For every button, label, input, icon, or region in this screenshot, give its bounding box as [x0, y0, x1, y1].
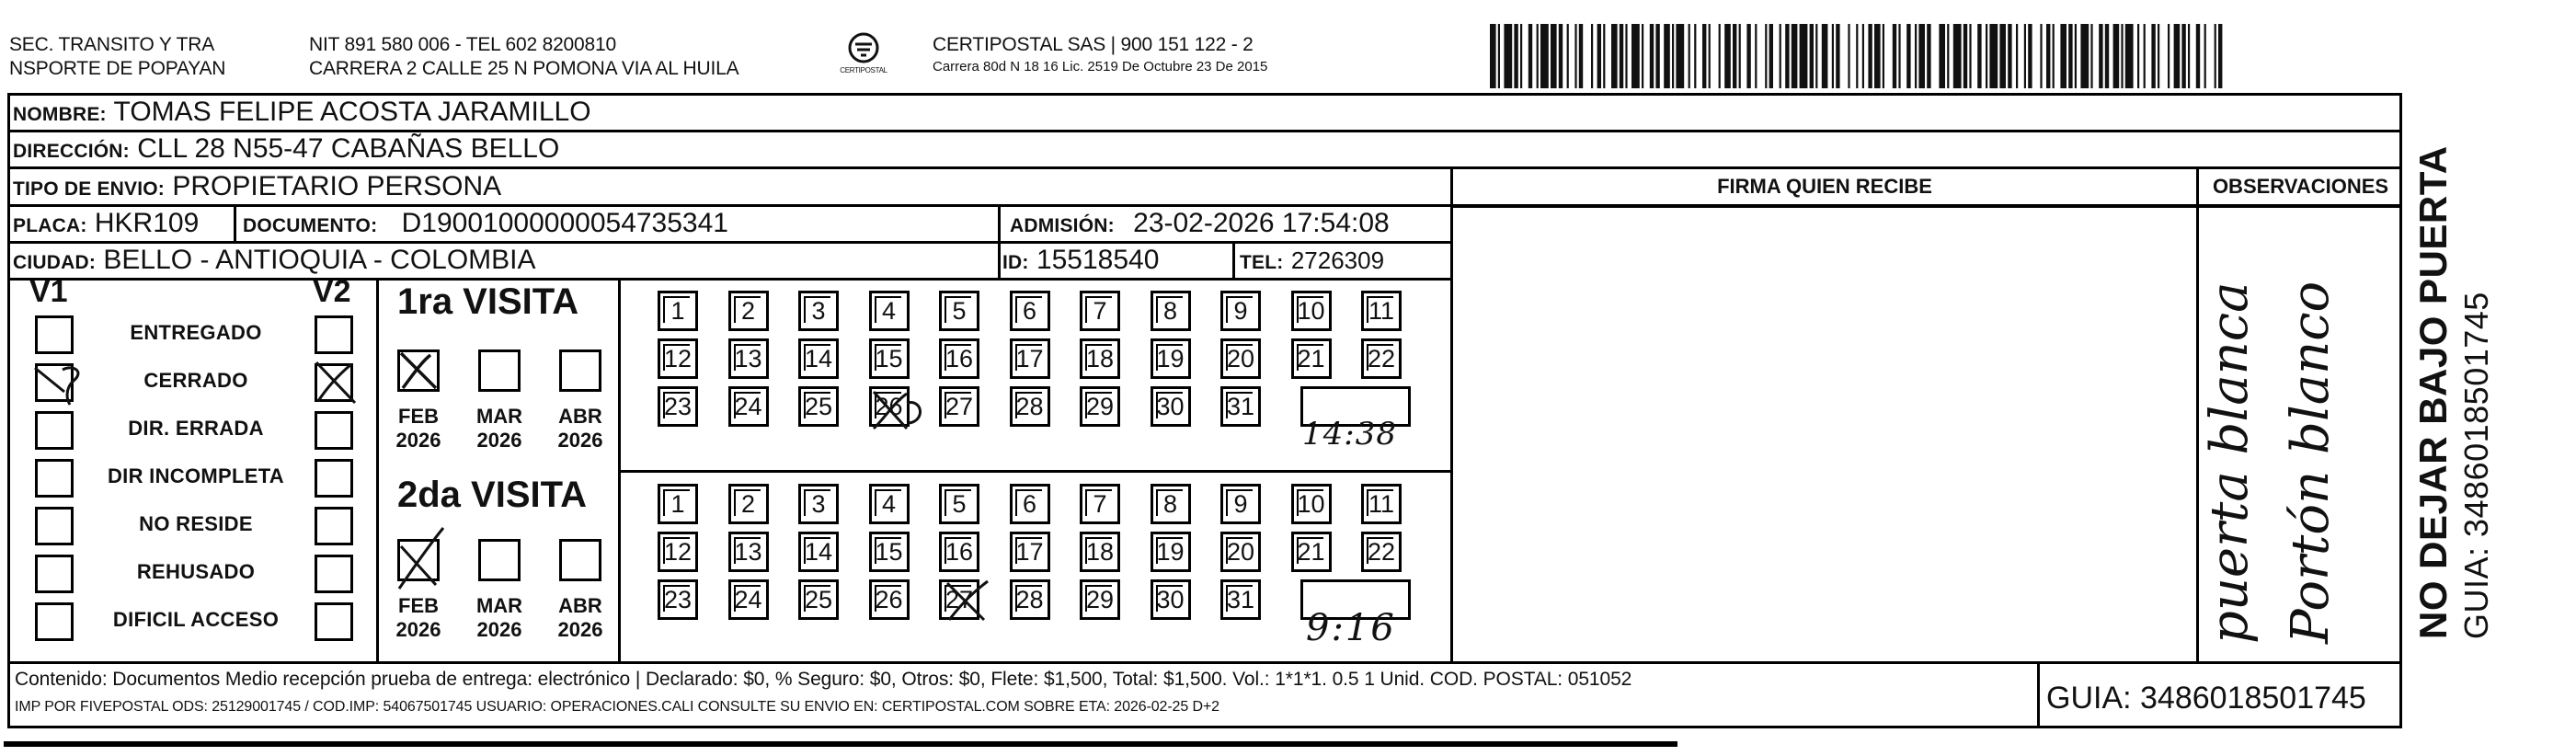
page-edge	[4, 741, 1677, 747]
v1-cerrado-mark	[28, 355, 92, 410]
visit1-month-name-0: FEB	[398, 405, 439, 428]
visit2-day-1[interactable]	[658, 484, 698, 524]
visit1-month-name-1: MAR	[475, 405, 523, 428]
visit2-day-label-6: 6	[1022, 490, 1037, 518]
visit1-day-29[interactable]	[1080, 386, 1120, 427]
visit1-day-30[interactable]	[1151, 386, 1191, 427]
visit2-day-13[interactable]	[728, 532, 769, 572]
city-cell	[13, 244, 536, 280]
id-cell	[1002, 244, 1159, 280]
visit2-month-label-1	[469, 594, 530, 642]
visit2-day-24[interactable]	[728, 579, 769, 620]
footer-guide-number: GUIA: 3486018501745	[2046, 681, 2366, 716]
side-guide-number: GUIA: 3486018501745	[2457, 292, 2495, 639]
plate-label: PLACA:	[13, 215, 87, 236]
visit1-day-4[interactable]	[869, 291, 910, 331]
address-line: CARRERA 2 CALLE 25 N POMONA VIA AL HUILA	[309, 58, 739, 79]
visit1-day-label-22: 22	[1367, 345, 1396, 372]
visit1-day-label-17: 17	[1015, 345, 1044, 372]
visit2-day-26[interactable]	[869, 579, 910, 620]
visit2-day-29[interactable]	[1080, 579, 1120, 620]
visit2-day-8[interactable]	[1151, 484, 1191, 524]
id-label: ID:	[1002, 252, 1029, 273]
visit2-day-label-16: 16	[945, 538, 974, 566]
visit1-day-11[interactable]	[1361, 291, 1402, 331]
visit2-day-17[interactable]	[1010, 532, 1050, 572]
visit2-month-year-0: 2026	[395, 618, 441, 641]
visit1-month-name-2: ABR	[558, 405, 602, 428]
visit1-day-8[interactable]	[1151, 291, 1191, 331]
visit1-day-12[interactable]	[658, 338, 698, 379]
visit1-day-9[interactable]	[1220, 291, 1261, 331]
visit1-month-label-2	[550, 405, 611, 452]
id-value: 15518540	[1036, 245, 1160, 275]
contents-line: Contenido: Documentos Medio recepción prueba de entrega: electrónico | Declarado: $0, % Seguro: $0, Otros: $0, Flete: $1,500, Total: $1,500. Vol.: 1*1*1. 0.5 1 Unid. COD. POSTAL: 051052	[15, 669, 1632, 690]
visit1-day-label-16: 16	[945, 345, 974, 372]
visit1-day-18[interactable]	[1080, 338, 1120, 379]
agency-name	[9, 33, 225, 81]
agency-line-1: SEC. TRANSITO Y TRA	[9, 34, 214, 55]
visit1-day-label-1: 1	[670, 297, 685, 325]
visit2-day-label-28: 28	[1015, 586, 1044, 613]
nit-line: NIT 891 580 006 - TEL 602 8200810	[309, 34, 616, 55]
visit1-month-box-1[interactable]	[478, 349, 521, 392]
visit1-day-22[interactable]	[1361, 338, 1402, 379]
visit1-day-label-11: 11	[1368, 297, 1395, 325]
visit1-day-23[interactable]	[658, 386, 698, 427]
signature-header: FIRMA QUIEN RECIBE	[1717, 175, 1932, 198]
visit1-day-3[interactable]	[798, 291, 839, 331]
visit2-day-label-9: 9	[1233, 490, 1248, 518]
visit1-month-year-1: 2026	[476, 429, 522, 452]
shipment-type-row	[13, 170, 501, 206]
visit1-day-label-7: 7	[1093, 297, 1107, 325]
visit2-day-30[interactable]	[1151, 579, 1191, 620]
visit2-day-label-26: 26	[875, 586, 903, 613]
visit1-day-20[interactable]	[1220, 338, 1261, 379]
visit2-day-label-20: 20	[1226, 538, 1255, 566]
plate-cell	[13, 207, 199, 243]
visit2-day-23[interactable]	[658, 579, 698, 620]
visit2-day-label-30: 30	[1156, 586, 1185, 613]
logo-text: CERTIPOSTAL	[840, 66, 887, 74]
recipient-address-row	[13, 132, 559, 168]
visit2-month-name-0: FEB	[398, 594, 439, 617]
visit2-day-label-7: 7	[1093, 490, 1107, 518]
visit1-day-label-12: 12	[663, 345, 693, 372]
visit2-day-12[interactable]	[658, 532, 698, 572]
observation-line-2: Portón blanco	[2281, 281, 2341, 644]
name-label: NOMBRE:	[13, 104, 107, 125]
admission-label: ADMISIÓN:	[1010, 215, 1115, 236]
address-label: DIRECCIÓN:	[13, 141, 130, 162]
visit2-day-18[interactable]	[1080, 532, 1120, 572]
visit2-title: 2da VISITA	[397, 475, 587, 515]
visit1-feb-mark	[394, 346, 445, 397]
visit2-day-label-4: 4	[881, 490, 897, 518]
visit1-day-label-9: 9	[1233, 297, 1248, 325]
v1-label: V1	[29, 274, 68, 309]
visit2-month-box-2[interactable]	[559, 539, 601, 581]
visit1-day-label-4: 4	[881, 297, 897, 325]
visit1-day-label-19: 19	[1156, 345, 1185, 372]
visit2-day-label-8: 8	[1162, 490, 1178, 518]
visit2-month-name-2: ABR	[558, 594, 602, 617]
visit1-day-label-18: 18	[1085, 345, 1115, 372]
visit1-day-label-27: 27	[945, 393, 974, 420]
agency-contact	[309, 33, 738, 81]
address-value: CLL 28 N55-47 CABAÑAS BELLO	[137, 133, 560, 164]
visit1-day-21[interactable]	[1291, 338, 1332, 379]
visit1-day-label-21: 21	[1297, 345, 1325, 372]
visit2-day-16[interactable]	[939, 532, 979, 572]
visit2-month-label-2	[550, 594, 611, 642]
visit1-day-label-28: 28	[1015, 393, 1044, 420]
visit1-day-25[interactable]	[798, 386, 839, 427]
visit2-month-name-1: MAR	[475, 594, 523, 617]
courier-info	[933, 33, 1267, 77]
visit2-day-label-29: 29	[1085, 586, 1115, 613]
visit1-time-handwritten: 14:38	[1302, 416, 1397, 452]
visit2-day-label-14: 14	[804, 538, 833, 566]
status-label-2: DIR. ERRADA	[128, 417, 264, 440]
visit1-day-label-8: 8	[1162, 297, 1178, 325]
visit1-day-15[interactable]	[869, 338, 910, 379]
tel-label: TEL:	[1240, 252, 1284, 273]
visit2-day-14[interactable]	[798, 532, 839, 572]
document-label: DOCUMENTO:	[243, 215, 378, 236]
shipment-type-label: TIPO DE ENVIO:	[13, 178, 165, 200]
visit2-day-label-1: 1	[670, 490, 685, 518]
visit2-month-year-2: 2026	[557, 618, 603, 641]
city-label: CIUDAD:	[13, 252, 97, 273]
visit2-day-label-17: 17	[1015, 538, 1044, 566]
document-cell	[243, 207, 728, 243]
visit2-day-31[interactable]	[1220, 579, 1261, 620]
tel-cell	[1240, 244, 1384, 280]
side-warning: NO DEJAR BAJO PUERTA	[2411, 145, 2455, 639]
status-label-3: DIR INCOMPLETA	[107, 464, 284, 487]
visit2-day-label-5: 5	[952, 490, 967, 518]
visit2-day-label-31: 31	[1226, 586, 1255, 613]
admission-cell	[1010, 207, 1390, 243]
visit1-month-box-2[interactable]	[559, 349, 601, 392]
agency-line-2: NSPORTE DE POPAYAN	[9, 58, 226, 79]
visit1-day-2[interactable]	[728, 291, 769, 331]
v2-label: V2	[313, 274, 351, 309]
visit2-day-label-23: 23	[663, 586, 693, 613]
visit2-day-28[interactable]	[1010, 579, 1050, 620]
visit2-day-label-21: 21	[1297, 538, 1325, 566]
visit1-day-31[interactable]	[1220, 386, 1261, 427]
visit2-month-label-0	[388, 594, 449, 642]
visit1-month-year-0: 2026	[395, 429, 441, 452]
visit1-day-27[interactable]	[939, 386, 979, 427]
visit1-day-label-14: 14	[804, 345, 833, 372]
plate-value: HKR109	[94, 208, 200, 238]
visit2-month-year-1: 2026	[476, 618, 522, 641]
observation-line-1: puerta blanca	[2200, 281, 2260, 644]
visit1-day-19[interactable]	[1151, 338, 1191, 379]
visit2-day-4[interactable]	[869, 484, 910, 524]
visit1-day-label-15: 15	[875, 345, 903, 372]
visit2-day-label-18: 18	[1085, 538, 1115, 566]
visit1-day-label-30: 30	[1156, 393, 1185, 420]
visit2-time-handwritten: 9:16	[1306, 607, 1396, 649]
visit2-day-6[interactable]	[1010, 484, 1050, 524]
visit1-month-year-2: 2026	[557, 429, 603, 452]
visit2-day-2[interactable]	[728, 484, 769, 524]
visit2-day-label-15: 15	[875, 538, 903, 566]
visit1-day-label-24: 24	[734, 393, 762, 420]
tel-value: 2726309	[1290, 246, 1385, 274]
visit2-day-7[interactable]	[1080, 484, 1120, 524]
visit2-day-label-10: 10	[1297, 490, 1325, 518]
shipment-type-value: PROPIETARIO PERSONA	[172, 171, 502, 201]
visit1-day-label-25: 25	[804, 393, 833, 420]
visit1-day-24[interactable]	[728, 386, 769, 427]
visit1-day-label-2: 2	[740, 297, 756, 325]
visit1-day-label-29: 29	[1085, 393, 1115, 420]
visit2-day-label-2: 2	[740, 490, 756, 518]
status-label-0: ENTREGADO	[130, 321, 262, 344]
visit2-day-19[interactable]	[1151, 532, 1191, 572]
visit2-day-label-3: 3	[811, 490, 826, 518]
visit2-day-11[interactable]	[1361, 484, 1402, 524]
courier-line-1: CERTIPOSTAL SAS | 900 151 122 - 2	[933, 34, 1254, 55]
visit1-day-label-20: 20	[1226, 345, 1255, 372]
visit2-day-10[interactable]	[1291, 484, 1332, 524]
v2-cerrado-mark	[311, 357, 362, 408]
visit2-day-label-11: 11	[1368, 490, 1395, 518]
admission-value: 23-02-2026 17:54:08	[1133, 208, 1390, 238]
status-label-1: CERRADO	[143, 369, 248, 392]
visit1-day-5[interactable]	[939, 291, 979, 331]
visit1-day-17[interactable]	[1010, 338, 1050, 379]
visit2-day-22[interactable]	[1361, 532, 1402, 572]
visit1-day-label-3: 3	[811, 297, 826, 325]
visit1-day-13[interactable]	[728, 338, 769, 379]
visit2-day-25[interactable]	[798, 579, 839, 620]
signature-area[interactable]	[1453, 208, 2196, 661]
city-value: BELLO - ANTIOQUIA - COLOMBIA	[103, 245, 536, 275]
visit2-day-label-24: 24	[734, 586, 762, 613]
visit1-day-label-26: 26	[875, 393, 903, 420]
visit2-day-3[interactable]	[798, 484, 839, 524]
visit1-day-label-23: 23	[663, 393, 693, 420]
certipostal-logo	[831, 29, 896, 81]
visit1-day-label-6: 6	[1022, 297, 1037, 325]
visit1-month-label-0	[388, 405, 449, 452]
visit2-day-21[interactable]	[1291, 532, 1332, 572]
visit2-day-label-27: 27	[945, 586, 974, 613]
visit1-day-label-13: 13	[734, 345, 762, 372]
visit2-day-label-12: 12	[663, 538, 693, 566]
visit2-day-20[interactable]	[1220, 532, 1261, 572]
visit1-day-6[interactable]	[1010, 291, 1050, 331]
visit1-day-14[interactable]	[798, 338, 839, 379]
visit2-day-label-25: 25	[804, 586, 833, 613]
visit1-day-16[interactable]	[939, 338, 979, 379]
status-label-6: DIFICIL ACCESO	[112, 608, 280, 631]
barcode	[1490, 24, 2226, 88]
visit1-title: 1ra VISITA	[397, 281, 579, 322]
recipient-name-row	[13, 96, 591, 132]
status-label-5: REHUSADO	[136, 560, 256, 583]
visit2-feb-mark	[392, 524, 451, 598]
visit2-day-label-19: 19	[1156, 538, 1185, 566]
observations-header: OBSERVACIONES	[2212, 175, 2389, 198]
visit1-month-label-1	[469, 405, 530, 452]
visit1-day-label-31: 31	[1226, 393, 1255, 420]
visit1-day-label-5: 5	[952, 297, 967, 325]
courier-line-2: Carrera 80d N 18 16 Lic. 2519 De Octubre 23 De 2015	[933, 59, 1268, 74]
print-line: IMP POR FIVEPOSTAL ODS: 25129001745 / COD.IMP: 54067501745 USUARIO: OPERACIONES.CALI CONSULTE SU ENVIO EN: CERTIPOSTAL.COM SOBRE ETA: 2026-02-25 D+2	[15, 699, 1219, 715]
visit2-day-label-22: 22	[1367, 538, 1396, 566]
name-value: TOMAS FELIPE ACOSTA JARAMILLO	[113, 97, 591, 127]
visit1-day-7[interactable]	[1080, 291, 1120, 331]
document-value: D19001000000054735341	[401, 208, 728, 238]
visit2-day-15[interactable]	[869, 532, 910, 572]
visit1-day-label-10: 10	[1297, 297, 1325, 325]
visit1-day-10[interactable]	[1291, 291, 1332, 331]
visit2-day-9[interactable]	[1220, 484, 1261, 524]
visit1-day-28[interactable]	[1010, 386, 1050, 427]
visit2-day-5[interactable]	[939, 484, 979, 524]
visit1-day-1[interactable]	[658, 291, 698, 331]
visit2-month-box-1[interactable]	[478, 539, 521, 581]
visit2-day-label-13: 13	[734, 538, 762, 566]
status-label-4: NO RESIDE	[139, 512, 253, 535]
